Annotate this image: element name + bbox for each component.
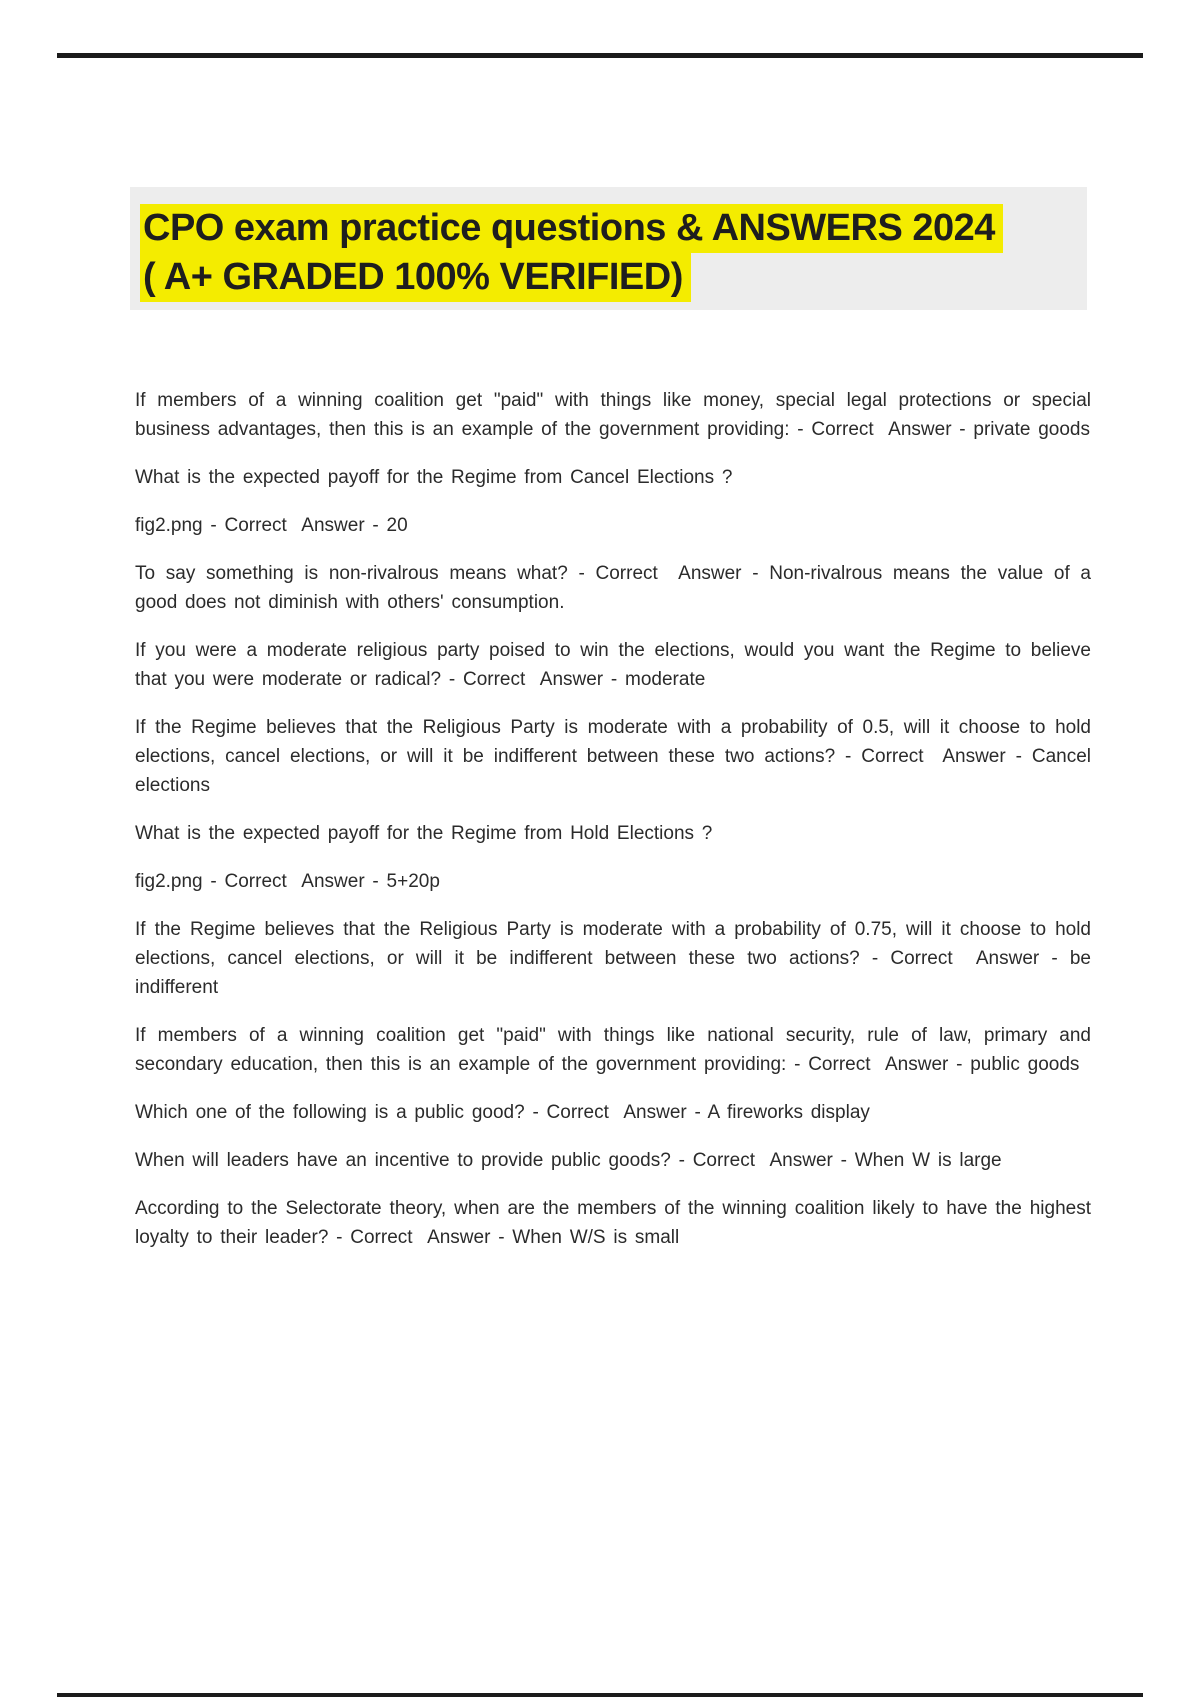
title-line-1: CPO exam practice questions & ANSWERS 2024 xyxy=(140,204,1003,253)
qa-paragraph: When will leaders have an incentive to provide public goods? - Correct Answer - When W is large xyxy=(135,1150,1002,1171)
bottom-rule xyxy=(57,1693,1143,1697)
qa-paragraph: If members of a winning coalition get "paid" with things like money, special legal protections or special business advantages, then this is an example of the government providing: - Correct Answer - private goods xyxy=(135,390,1091,440)
qa-paragraph: To say something is non-rivalrous means what? - Correct Answer - Non-rivalrous means the value of a good does not diminish with others' consumption. xyxy=(135,563,1091,613)
qa-paragraph: If members of a winning coalition get "paid" with things like national security, rule of law, primary and secondary education, then this is an example of the government providing: - Correct Answer - public goods xyxy=(135,1025,1091,1075)
qa-paragraph: What is the expected payoff for the Regime from Cancel Elections ? xyxy=(135,467,733,488)
title-line-2: ( A+ GRADED 100% VERIFIED) xyxy=(140,253,691,302)
qa-paragraph: If the Regime believes that the Religious Party is moderate with a probability of 0.75, will it choose to hold elections, cancel elections, or will it be indifferent between these two actions? - Correct Answer - be indifferent xyxy=(135,919,1091,998)
qa-paragraph: If the Regime believes that the Religious Party is moderate with a probability of 0.5, will it choose to hold elections, cancel elections, or will it be indifferent between these two actions? - Correct Answer - Cancel elections xyxy=(135,717,1091,796)
qa-paragraph: If you were a moderate religious party poised to win the elections, would you want the Regime to believe that you were moderate or radical? - Correct Answer - moderate xyxy=(135,640,1091,690)
qa-paragraph: According to the Selectorate theory, when are the members of the winning coalition likely to have the highest loyalty to their leader? - Correct Answer - When W/S is small xyxy=(135,1198,1091,1248)
qa-paragraph: What is the expected payoff for the Regime from Hold Elections ? xyxy=(135,823,713,844)
title-block xyxy=(130,187,1087,310)
top-rule xyxy=(57,53,1143,58)
page-title xyxy=(130,204,1087,302)
qa-list xyxy=(135,386,1091,1271)
qa-paragraph: Which one of the following is a public good? - Correct Answer - A fireworks display xyxy=(135,1102,870,1123)
qa-paragraph: fig2.png - Correct Answer - 20 xyxy=(135,515,408,536)
qa-paragraph: fig2.png - Correct Answer - 5+20p xyxy=(135,871,440,892)
